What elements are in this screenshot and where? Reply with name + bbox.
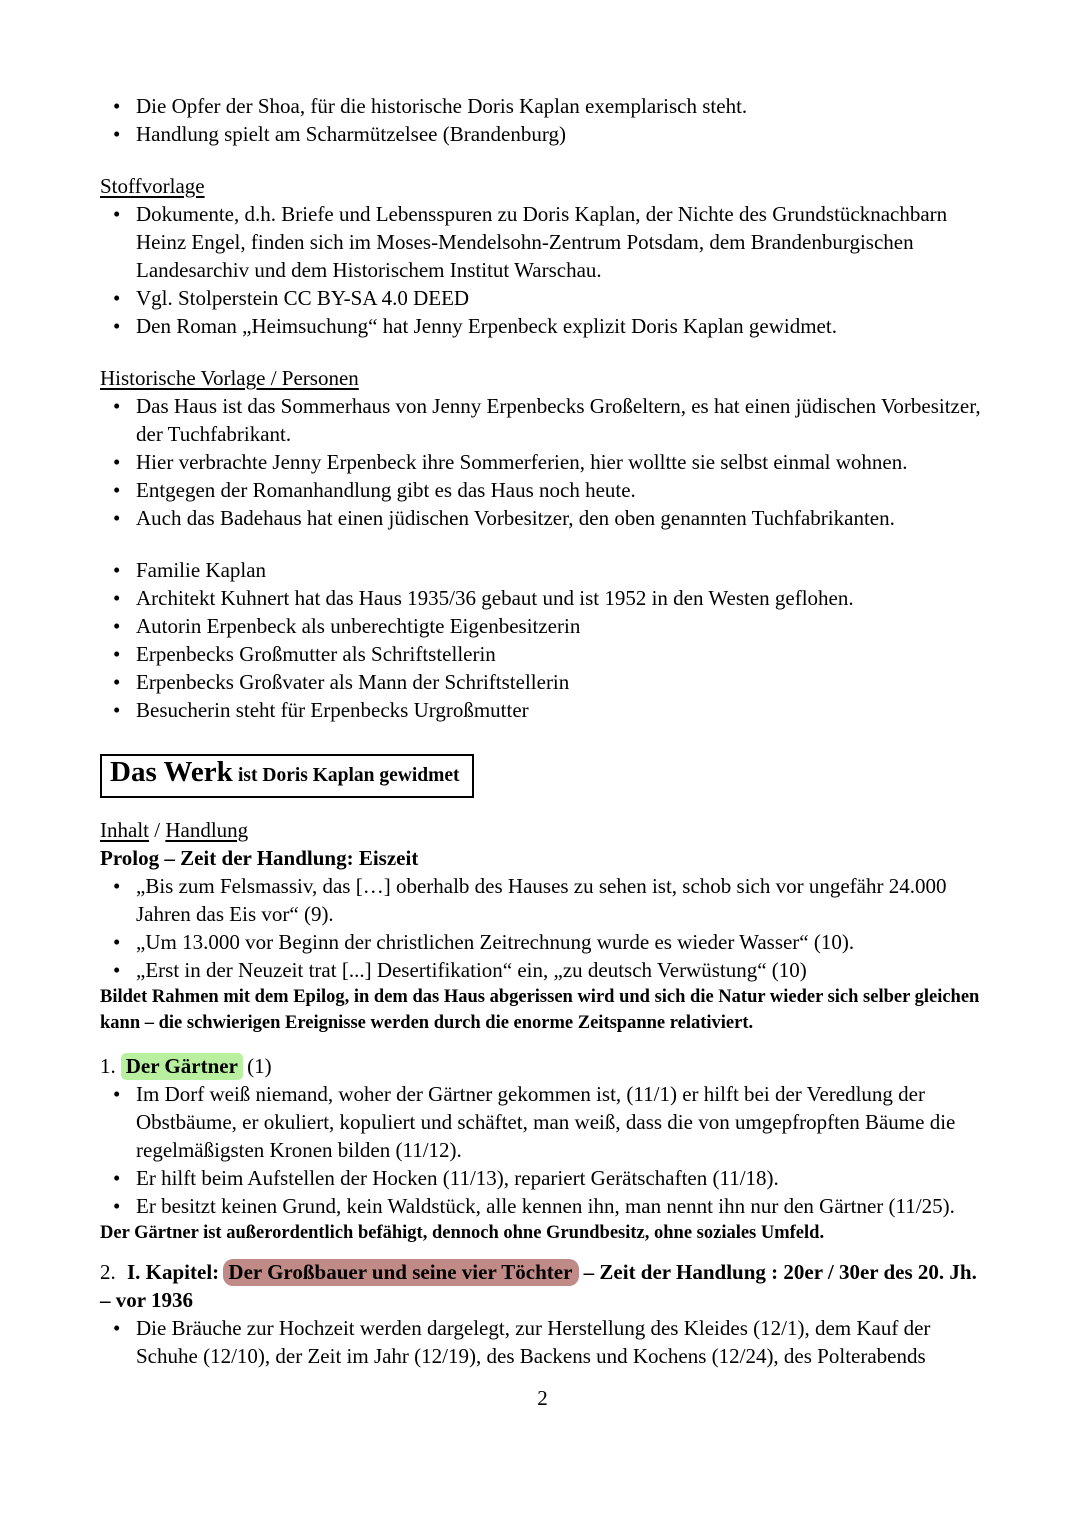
werk-box-title: Das Werk	[110, 756, 233, 788]
section-heading-stoffvorlage: Stoffvorlage	[100, 174, 205, 198]
intro-bullet-list	[100, 92, 985, 148]
list-item: • Er hilft beim Aufstellen der Hocken (11/13), repariert Gerätschaften (11/18).	[100, 1164, 985, 1192]
kapitel-number: 2.	[100, 1260, 116, 1284]
list-item: • Erpenbecks Großvater als Mann der Schriftstellerin	[100, 668, 985, 696]
list-item: • Das Haus ist das Sommerhaus von Jenny Erpenbecks Großeltern, es hat einen jüdischen Vorbesitzer, der Tuchfabrikant.	[100, 392, 985, 448]
list-item: • Architekt Kuhnert hat das Haus 1935/36 gebaut und ist 1952 in den Westen geflohen.	[100, 584, 985, 612]
list-item: • Die Bräuche zur Hochzeit werden dargelegt, zur Herstellung des Kleides (12/1), dem Kauf der Schuhe (12/10), der Zeit im Jahr (12/19), des Backens und Kochens (12/24), des Polterabends	[100, 1314, 985, 1370]
list-item: • Im Dorf weiß niemand, woher der Gärtner gekommen ist, (11/1) er hilft bei der Veredlung der Obstbäume, er okuliert, kopuliert und schäftet, man weiß, dass die von umgepfropften Bäume die regelmäßigsten Kronen bilden (11/12).	[100, 1080, 985, 1164]
das-werk-box	[100, 754, 474, 798]
gaertner-suffix: (1)	[247, 1054, 272, 1078]
gaertner-bold-note: Der Gärtner ist außerordentlich befähigt, dennoch ohne Grundbesitz, ohne soziales Umfeld.	[100, 1223, 825, 1243]
list-item: • Besucherin steht für Erpenbecks Urgroßmutter	[100, 696, 985, 724]
gaertner-highlighted-title: Der Gärtner	[121, 1053, 243, 1080]
werk-box-row	[100, 724, 985, 798]
gaertner-bullet-list	[100, 1080, 985, 1220]
kapitel-heading-rest: – Zeit der Handlung : 20er / 30er des 20. Jh. – vor 1936	[100, 1260, 977, 1312]
prolog-bullet-list	[100, 872, 985, 984]
section-heading-inhalt-handlung	[100, 816, 985, 844]
historische-bullet-list	[100, 392, 985, 532]
list-item: • Den Roman „Heimsuchung“ hat Jenny Erpenbeck explizit Doris Kaplan gewidmet.	[100, 312, 985, 340]
page-number: 2	[537, 1386, 548, 1410]
list-item: • Hier verbrachte Jenny Erpenbeck ihre Sommerferien, hier wolltte sie selbst einmal wohnen.	[100, 448, 985, 476]
handlung-label: Handlung	[165, 818, 249, 842]
list-item: • Autorin Erpenbeck als unberechtigte Eigenbesitzerin	[100, 612, 985, 640]
list-item: • Die Opfer der Shoa, für die historische Doris Kaplan exemplarisch steht.	[100, 92, 985, 120]
kapitel-label: I. Kapitel:	[127, 1260, 220, 1284]
familie-kaplan-bullet-list	[100, 556, 985, 724]
gaertner-section-heading	[100, 1052, 985, 1080]
heading-separator: /	[148, 818, 166, 842]
list-item: • Vgl. Stolperstein CC BY-SA 4.0 DEED	[100, 284, 985, 312]
list-item: • „Bis zum Felsmassiv, das […] oberhalb des Hauses zu sehen ist, schob sich vor ungefähr 24.000 Jahren das Eis vor“ (9).	[100, 872, 985, 928]
kapitel-section-heading	[100, 1258, 985, 1314]
list-item: • Er besitzt keinen Grund, kein Waldstück, alle kennen ihn, man nennt ihn nur den Gärtner (11/25).	[100, 1192, 985, 1220]
kapitel-bullet-list	[100, 1314, 985, 1370]
gaertner-number: 1.	[100, 1054, 116, 1078]
list-item: • Erpenbecks Großmutter als Schriftstellerin	[100, 640, 985, 668]
section-heading-historische-vorlage: Historische Vorlage / Personen	[100, 366, 359, 390]
list-item: • Familie Kaplan	[100, 556, 985, 584]
prolog-heading: Prolog – Zeit der Handlung: Eiszeit	[100, 846, 419, 870]
list-item: • „Erst in der Neuzeit trat [...] Desertifikation“ ein, „zu deutsch Verwüstung“ (10)	[100, 956, 985, 984]
stoffvorlage-bullet-list	[100, 200, 985, 340]
list-item: • Auch das Badehaus hat einen jüdischen Vorbesitzer, den oben genannten Tuchfabrikanten.	[100, 504, 985, 532]
list-item: • Entgegen der Romanhandlung gibt es das Haus noch heute.	[100, 476, 985, 504]
inhalt-label: Inhalt	[100, 818, 149, 842]
prolog-bold-note: Bildet Rahmen mit dem Epilog, in dem das Haus abgerissen wird und sich die Natur wieder sich selber gleichen kann – die schwierigen Ereignisse werden durch die enorme Zeitspanne relativiert.	[100, 987, 980, 1033]
list-item: • Handlung spielt am Scharmützelsee (Brandenburg)	[100, 120, 985, 148]
werk-box-subtitle: ist Doris Kaplan gewidmet	[237, 765, 460, 786]
list-item: • „Um 13.000 vor Beginn der christlichen Zeitrechnung wurde es wieder Wasser“ (10).	[100, 928, 985, 956]
kapitel-highlighted-title: Der Großbauer und seine vier Töchter	[223, 1259, 579, 1286]
list-item: • Dokumente, d.h. Briefe und Lebensspuren zu Doris Kaplan, der Nichte des Grundstücknachbarn Heinz Engel, finden sich im Moses-Mendelsohn-Zentrum Potsdam, dem Brandenburgischen Landesarchiv und dem Historischem Institut Warschau.	[100, 200, 985, 284]
